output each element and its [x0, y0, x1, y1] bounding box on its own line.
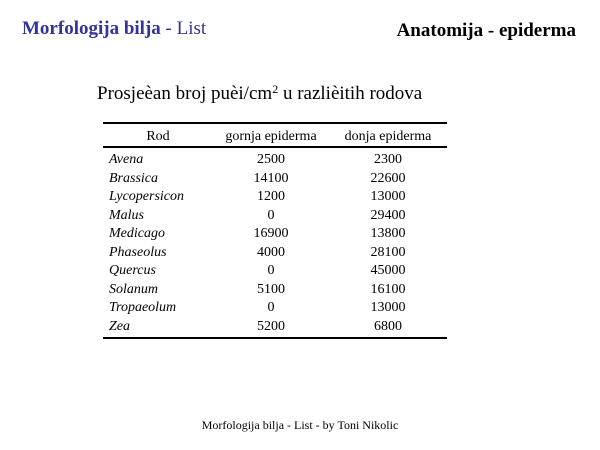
lower-epidermis-cell: 29400 [370, 207, 406, 223]
upper-epidermis-cell: 0 [267, 263, 275, 278]
header-right-title: Anatomija - epiderma [396, 20, 576, 41]
column-header-lower-epidermis: donja epiderma [329, 123, 447, 147]
lower-epidermis-cell: 28100 [370, 244, 406, 260]
table-row [103, 281, 447, 300]
table-row [103, 147, 447, 170]
lower-epidermis-cell: 2300 [374, 152, 402, 167]
table-row [103, 225, 447, 244]
genus-cell: Quercus [109, 263, 156, 278]
header-topic: List [176, 18, 207, 39]
header-separator: - [160, 18, 177, 39]
table-title-superscript: 2 [272, 82, 279, 96]
header-subject: Morfologija bilja [22, 18, 161, 39]
genus-cell: Medicago [109, 226, 165, 241]
footer: Morfologija bilja - List - by Toni Nikolic [201, 418, 399, 432]
lower-epidermis-cell: 16100 [370, 281, 406, 297]
upper-epidermis-cell: 5100 [257, 281, 285, 297]
upper-epidermis-cell: 4000 [257, 244, 285, 260]
lower-epidermis-cell: 13000 [370, 300, 406, 315]
column-header-upper-epidermis: gornja epiderma [213, 123, 329, 147]
lower-epidermis-cell: 13800 [370, 226, 406, 241]
genus-cell: Solanum [109, 281, 158, 297]
table-row [103, 170, 447, 189]
upper-epidermis-cell: 2500 [257, 152, 285, 167]
genus-cell: Malus [109, 207, 144, 223]
stomata-table [103, 122, 447, 339]
upper-epidermis-cell: 16900 [253, 226, 289, 241]
table-body [103, 147, 447, 338]
lower-epidermis-cell: 6800 [329, 318, 447, 339]
table-header [103, 123, 447, 147]
column-header-rod: Rod [103, 123, 213, 147]
lower-epidermis-cell: 13000 [370, 189, 406, 204]
table-title-suffix: u razlièitih rodova [278, 83, 423, 104]
upper-epidermis-cell: 1200 [257, 189, 285, 204]
table-row [103, 244, 447, 263]
table-row [103, 318, 447, 339]
table-row [103, 207, 447, 226]
genus-cell: Zea [103, 318, 213, 339]
genus-cell: Brassica [109, 170, 158, 186]
genus-cell: Tropaeolum [109, 300, 177, 315]
table-title-main: Prosjeèan broj puèi/cm [97, 83, 273, 104]
table-header-row [103, 123, 447, 147]
header-left [22, 18, 206, 40]
table-title [97, 83, 422, 105]
lower-epidermis-cell: 45000 [370, 263, 406, 278]
genus-cell: Phaseolus [109, 244, 167, 260]
upper-epidermis-cell: 0 [267, 207, 275, 223]
table-row [103, 262, 447, 281]
genus-cell: Avena [109, 152, 144, 167]
table-row [103, 299, 447, 318]
genus-cell: Lycopersicon [109, 189, 185, 204]
table-row [103, 188, 447, 207]
lower-epidermis-cell: 22600 [370, 170, 406, 186]
upper-epidermis-cell: 5200 [213, 318, 329, 339]
upper-epidermis-cell: 14100 [253, 170, 289, 186]
upper-epidermis-cell: 0 [267, 300, 275, 315]
